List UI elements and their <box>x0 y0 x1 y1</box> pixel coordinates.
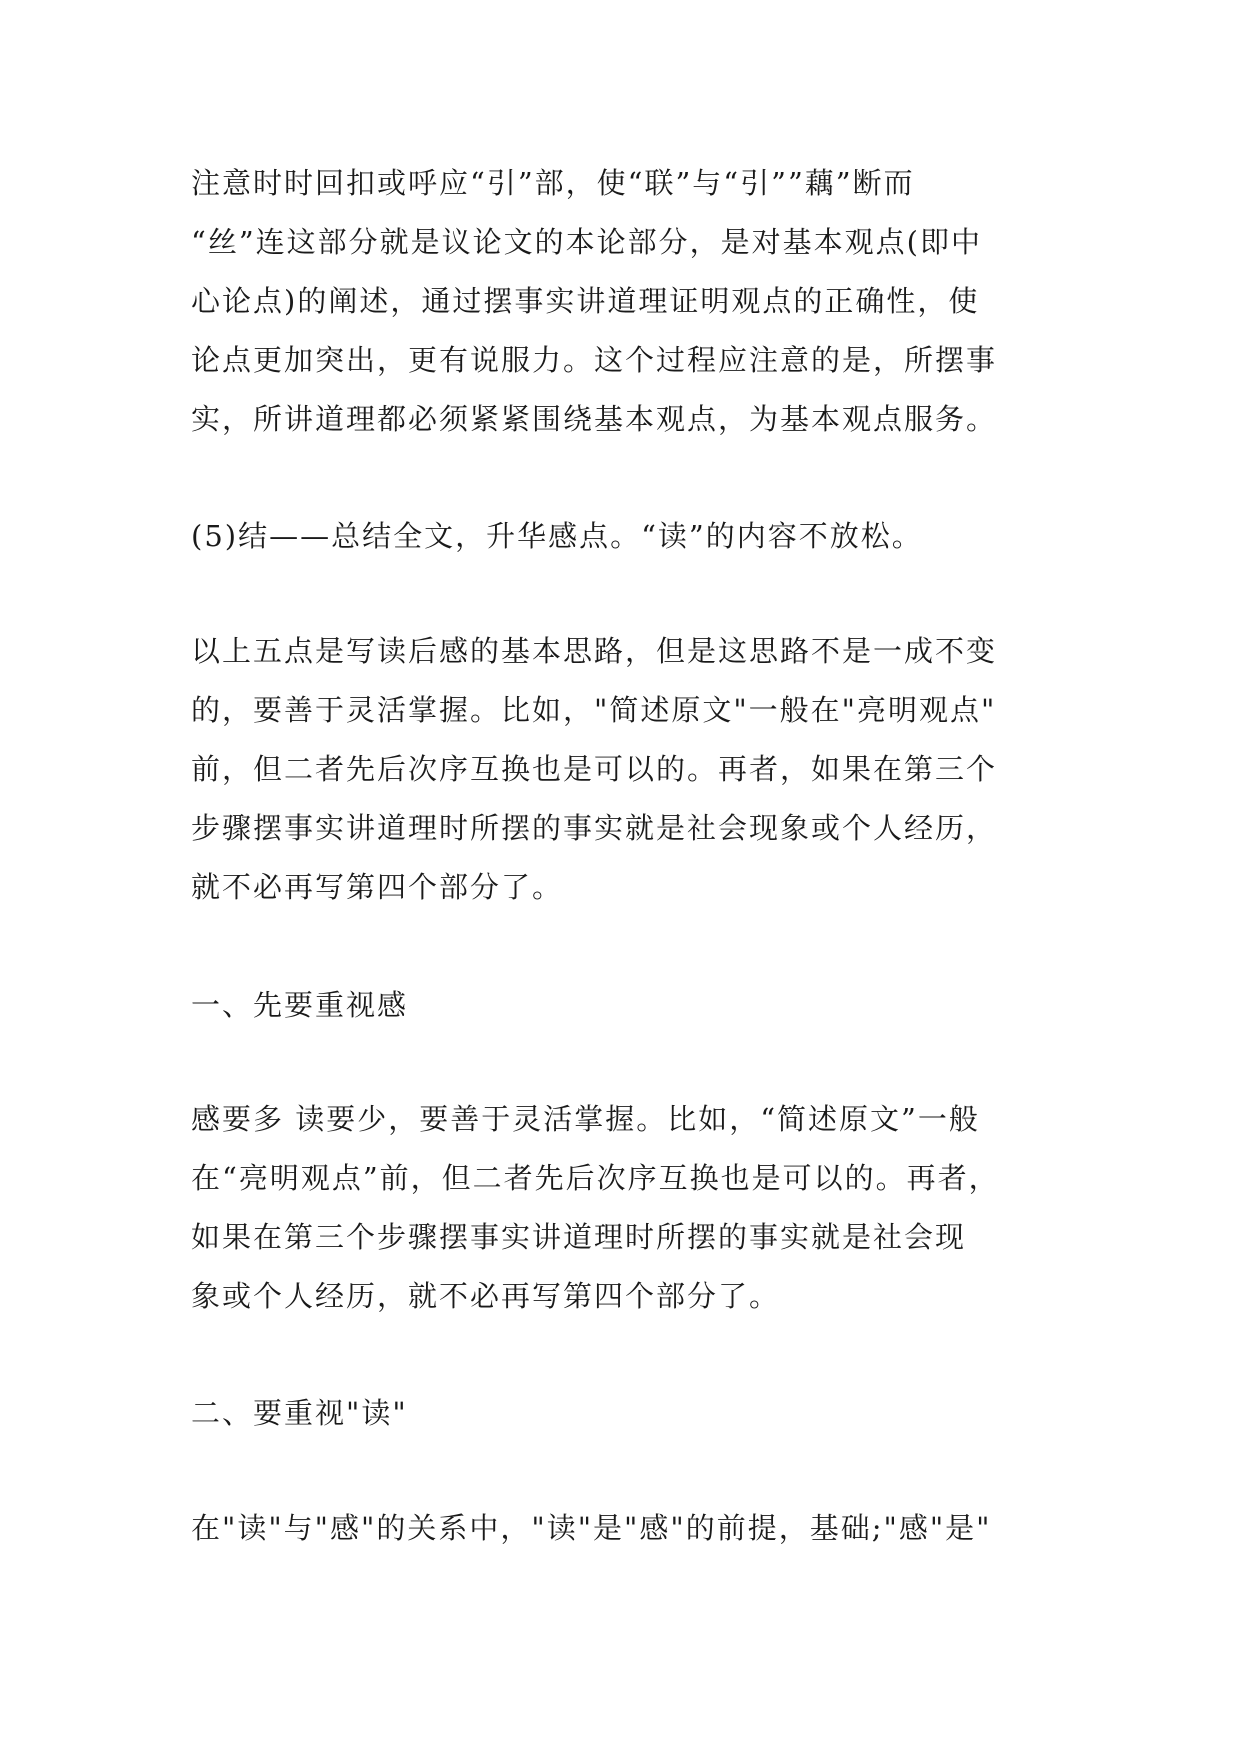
section-heading-1 <box>191 976 1071 1035</box>
text-line: 如果在第三个步骤摆事实讲道理时所摆的事实就是社会现 <box>191 1220 967 1254</box>
text-line: 以上五点是写读后感的基本思路，但是这思路不是一成不变 <box>191 634 998 668</box>
text-line: 就不必再写第四个部分了。 <box>191 870 564 904</box>
text-line: 象或个人经历，就不必再写第四个部分了。 <box>191 1279 781 1313</box>
heading-line: 二、要重视"读" <box>191 1396 408 1430</box>
paragraph-section-1 <box>191 1090 1071 1326</box>
text-line: 注意时时回扣或呼应“引”部，使“联”与“引””藕”断而 <box>191 166 915 200</box>
text-line: “丝”连这部分就是议论文的本论部分，是对基本观点(即中 <box>191 225 982 259</box>
paragraph-summary <box>191 622 1071 917</box>
text-line: 前，但二者先后次序互换也是可以的。再者，如果在第三个 <box>191 752 998 786</box>
text-line: 心论点)的阐述，通过摆事实讲道理证明观点的正确性，使 <box>191 284 980 318</box>
paragraph-body-argument <box>191 154 1071 449</box>
text-line: 论点更加突出，更有说服力。这个过程应注意的是，所摆事 <box>191 343 998 377</box>
text-line: 的，要善于灵活掌握。比如，"简述原文"一般在"亮明观点" <box>191 693 997 727</box>
paragraph-section-2 <box>191 1499 1071 1558</box>
text-line: 在“亮明观点”前，但二者先后次序互换也是可以的。再者， <box>191 1161 1000 1195</box>
paragraph-conclusion-step <box>191 507 1071 566</box>
text-line: (5)结——总结全文，升华感点。“读”的内容不放松。 <box>191 519 923 553</box>
section-heading-2 <box>191 1384 1071 1443</box>
text-line: 感要多 读要少，要善于灵活掌握。比如，“简述原文”一般 <box>191 1102 980 1136</box>
text-line: 在"读"与"感"的关系中，"读"是"感"的前提，基础;"感"是" <box>191 1511 992 1545</box>
heading-line: 一、先要重视感 <box>191 988 409 1022</box>
text-line: 实，所讲道理都必须紧紧围绕基本观点，为基本观点服务。 <box>191 402 998 436</box>
text-line: 步骤摆事实讲道理时所摆的事实就是社会现象或个人经历， <box>191 811 998 845</box>
